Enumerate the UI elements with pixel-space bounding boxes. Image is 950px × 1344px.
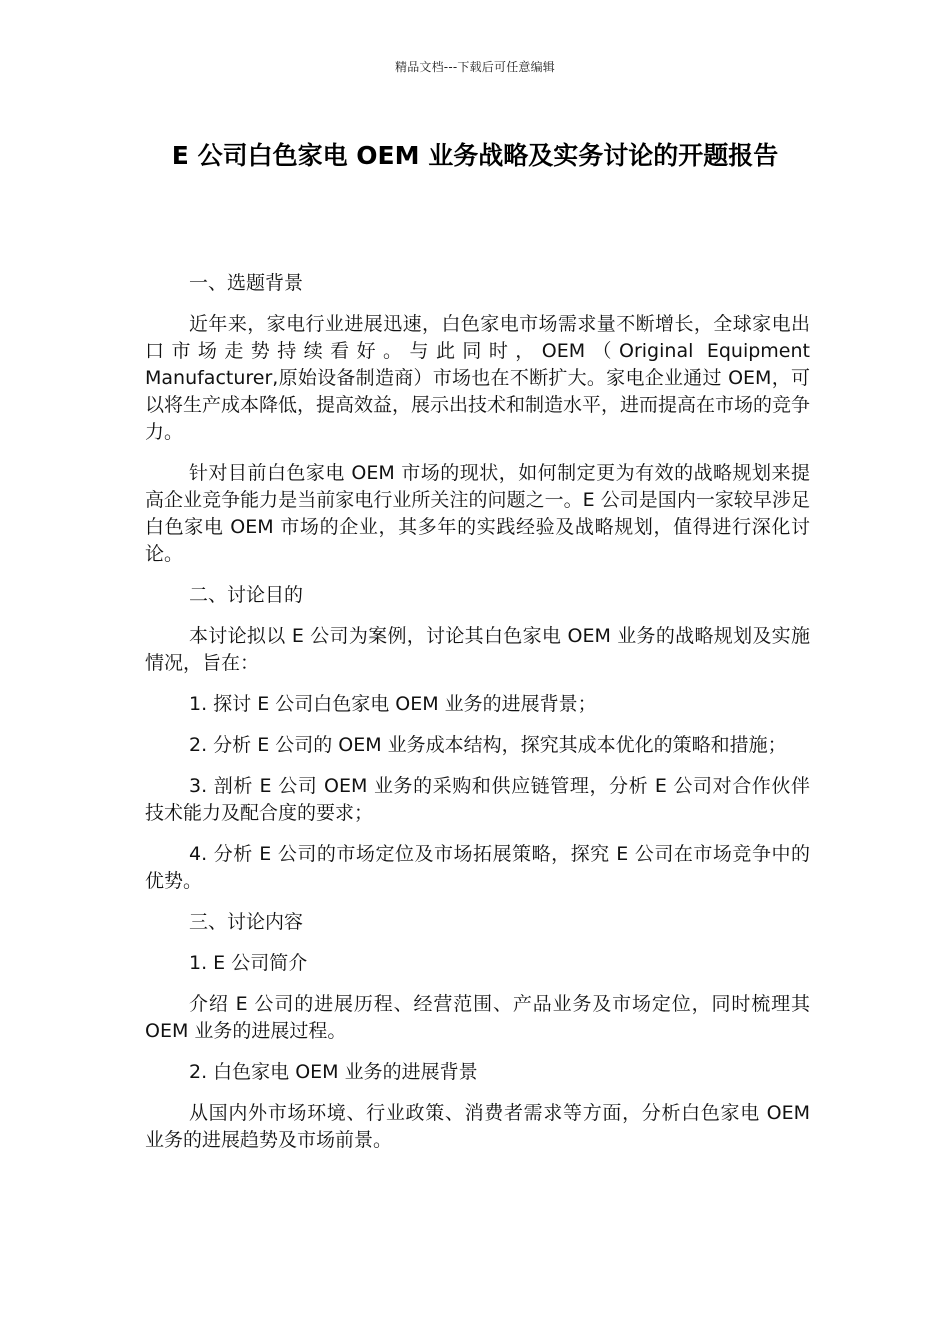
section-heading-purpose: 二、讨论目的 xyxy=(189,584,304,606)
subheading: 2. 白色家电 OEM 业务的进展背景 xyxy=(189,1061,478,1083)
subheading: 1. E 公司简介 xyxy=(189,952,308,974)
paragraph: 从国内外市场环境、行业政策、消费者需求等方面，分析白色家电 OEM 业务的进展趋势及市场前景。 xyxy=(145,1102,810,1151)
list-item: 3. 剖析 E 公司 OEM 业务的采购和供应链管理，分析 E 公司对合作伙伴技术能力及配合度的要求； xyxy=(145,775,810,824)
document-body xyxy=(145,270,810,1168)
section-heading-background: 一、选题背景 xyxy=(189,272,304,294)
list-item: 2. 分析 E 公司的 OEM 业务成本结构，探究其成本优化的策略和措施； xyxy=(189,734,787,756)
paragraph: 本讨论拟以 E 公司为案例，讨论其白色家电 OEM 业务的战略规划及实施情况，旨在： xyxy=(145,625,810,674)
paragraph: 近年来，家电行业进展迅速，白色家电市场需求量不断增长，全球家电出口市场走势持续看好。与此同时，OEM（Original Equipment Manufacturer,原始设备制造商）市场也在不断扩大。家电企业通过 OEM，可以将生产成本降低，提高效益，展示出技术和制造水平，进而提高在市场的竞争力。 xyxy=(145,313,811,443)
paragraph: 介绍 E 公司的进展历程、经营范围、产品业务及市场定位，同时梳理其 OEM 业务的进展过程。 xyxy=(145,993,810,1042)
section-heading-content: 三、讨论内容 xyxy=(189,911,304,933)
list-item: 1. 探讨 E 公司白色家电 OEM 业务的进展背景； xyxy=(189,693,597,715)
list-item: 4. 分析 E 公司的市场定位及市场拓展策略，探究 E 公司在市场竞争中的优势。 xyxy=(145,843,810,892)
paragraph: 针对目前白色家电 OEM 市场的现状，如何制定更为有效的战略规划来提高企业竞争能力是当前家电行业所关注的问题之一。E 公司是国内一家较早涉足白色家电 OEM 市场的企业，其多年的实践经验及战略规划，值得进行深化讨论。 xyxy=(145,462,810,565)
page-header: 精品文档---下载后可任意编辑 xyxy=(395,60,555,74)
document-title: E 公司白色家电 OEM 业务战略及实务讨论的开题报告 xyxy=(171,141,779,170)
